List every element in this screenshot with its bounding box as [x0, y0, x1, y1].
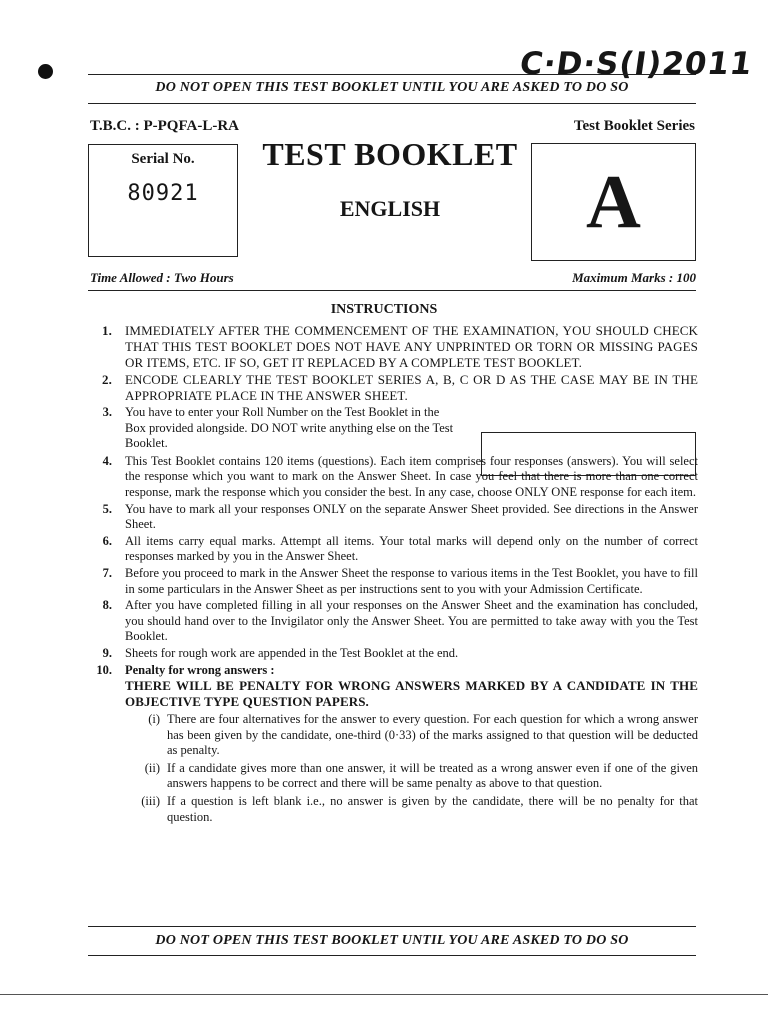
instruction-text: This Test Booklet contains 120 items (questions). Each item comprises four responses (answers). You will select the response which you want to mark on the Answer Sheet. In case you feel that there is more than one correct response, mark the response which you consider the best. In any case, choose ONLY ONE response for each item. [125, 453, 698, 499]
penalty-statement: THERE WILL BE PENALTY FOR WRONG ANSWERS MARKED BY A CANDIDATE IN THE OBJECTIVE TYPE QUESTION PAPERS. [125, 678, 698, 710]
serial-number: 80921 [127, 181, 199, 206]
penalty-rule-text: If a candidate gives more than one answer, it will be treated as a wrong answer even if one of the given answers happens to be correct and there will be same penalty as above to that question. [167, 760, 698, 791]
series-label: Test Booklet Series [573, 118, 695, 134]
instruction-item [88, 323, 698, 371]
maximum-marks: Maximum Marks : 100 [572, 270, 696, 285]
instruction-item [88, 405, 698, 452]
instruction-text: After you have completed filling in all your responses on the Answer Sheet and the examination has concluded, you should hand over to the Invigilator only the Answer Sheet. You are permitted to take away with you the Test Booklet. [125, 598, 698, 644]
instruction-text: All items carry equal marks. Attempt all items. Your total marks will depend only on the number of correct responses marked by you in the Answer Sheet. [125, 533, 698, 564]
instruction-number: 9. [102, 645, 112, 660]
penalty-rule [88, 761, 698, 792]
instruction-text: Sheets for rough work are appended in the Test Booklet at the end. [125, 645, 459, 660]
instruction-number: 3. [102, 405, 112, 419]
penalty-heading: Penalty for wrong answers : [125, 662, 275, 677]
instruction-text: You have to enter your Roll Number on the Test Booklet in the Box provided alongside. DO NOT write anything else on the Test Booklet. [125, 405, 454, 451]
instruction-text: IMMEDIATELY AFTER THE COMMENCEMENT OF THE EXAMINATION, YOU SHOULD CHECK THAT THIS TEST BOOKLET DOES NOT HAVE ANY UNPRINTED OR TORN OR MISSING PAGES OR ITEMS, ETC. IF SO, GET IT REPLACED BY A COMPLETE TEST BOOKLET. [125, 323, 698, 370]
booklet-title: TEST BOOKLET [262, 136, 518, 172]
bottom-rule [88, 926, 696, 927]
scan-edge-line [0, 994, 768, 995]
top-warning-rule [88, 103, 696, 104]
series-letter: A [586, 160, 641, 244]
instruction-number: 4. [102, 453, 112, 468]
tbc-code: T.B.C. : P-PQFA-L-RA [90, 118, 240, 134]
bottom-warning-rule [88, 955, 696, 956]
instruction-number: 6. [102, 533, 112, 548]
penalty-rule [88, 794, 698, 825]
penalty-rule-number: (iii) [141, 794, 160, 809]
instruction-text: Before you proceed to mark in the Answer Sheet the response to various items in the Test Booklet, you have to fill in some particulars in the Answer Sheet as per instructions sent to you with your Admission Certificate. [125, 565, 698, 596]
instruction-item [88, 598, 698, 645]
instruction-number: 10. [96, 662, 112, 677]
instruction-number: 7. [102, 565, 112, 580]
penalty-rule-text: If a question is left blank i.e., no answer is given by the candidate, there will be no penalty for that question. [167, 794, 698, 824]
instruction-number: 1. [102, 323, 112, 338]
instruction-item [88, 646, 698, 662]
instruction-item [88, 502, 698, 533]
penalty-rule-number: (ii) [144, 760, 160, 775]
header-rule [88, 290, 696, 291]
punch-hole-dot [38, 64, 53, 79]
booklet-subject: ENGLISH [339, 196, 441, 221]
instruction-item [88, 566, 698, 597]
bottom-warning: DO NOT OPEN THIS TEST BOOKLET UNTIL YOU ARE ASKED TO DO SO [155, 933, 629, 948]
series-box [531, 143, 696, 261]
instruction-item [88, 454, 698, 501]
instruction-item [88, 663, 698, 711]
instruction-text: ENCODE CLEARLY THE TEST BOOKLET SERIES A, B, C OR D AS THE CASE MAY BE IN THE APPROPRIATE PLACE IN THE ANSWER SHEET. [125, 372, 698, 403]
instruction-text: You have to mark all your responses ONLY on the separate Answer Sheet provided. See directions in the Answer Sheet. [125, 501, 698, 532]
penalty-rule-number: (i) [148, 712, 160, 727]
instruction-item [88, 534, 698, 565]
penalty-rule-text: There are four alternatives for the answer to every question. For each question for which a wrong answer has been given by the candidate, one-third (0·33) of the marks assigned to that question will be deducted as penalty. [167, 712, 698, 758]
instruction-number: 8. [102, 598, 112, 613]
top-rule [88, 74, 696, 75]
instructions-title: INSTRUCTIONS [330, 302, 438, 317]
top-warning: DO NOT OPEN THIS TEST BOOKLET UNTIL YOU ARE ASKED TO DO SO [155, 80, 629, 95]
time-allowed: Time Allowed : Two Hours [90, 270, 234, 285]
serial-label: Serial No. [131, 151, 195, 167]
instruction-number: 2. [102, 372, 112, 387]
penalty-rule [88, 712, 698, 759]
serial-box [88, 144, 238, 257]
instruction-item [88, 372, 698, 404]
handwritten-exam-code: C·D·S(I)2011 [517, 46, 756, 82]
instruction-number: 5. [102, 501, 112, 516]
instructions-list [88, 323, 698, 825]
